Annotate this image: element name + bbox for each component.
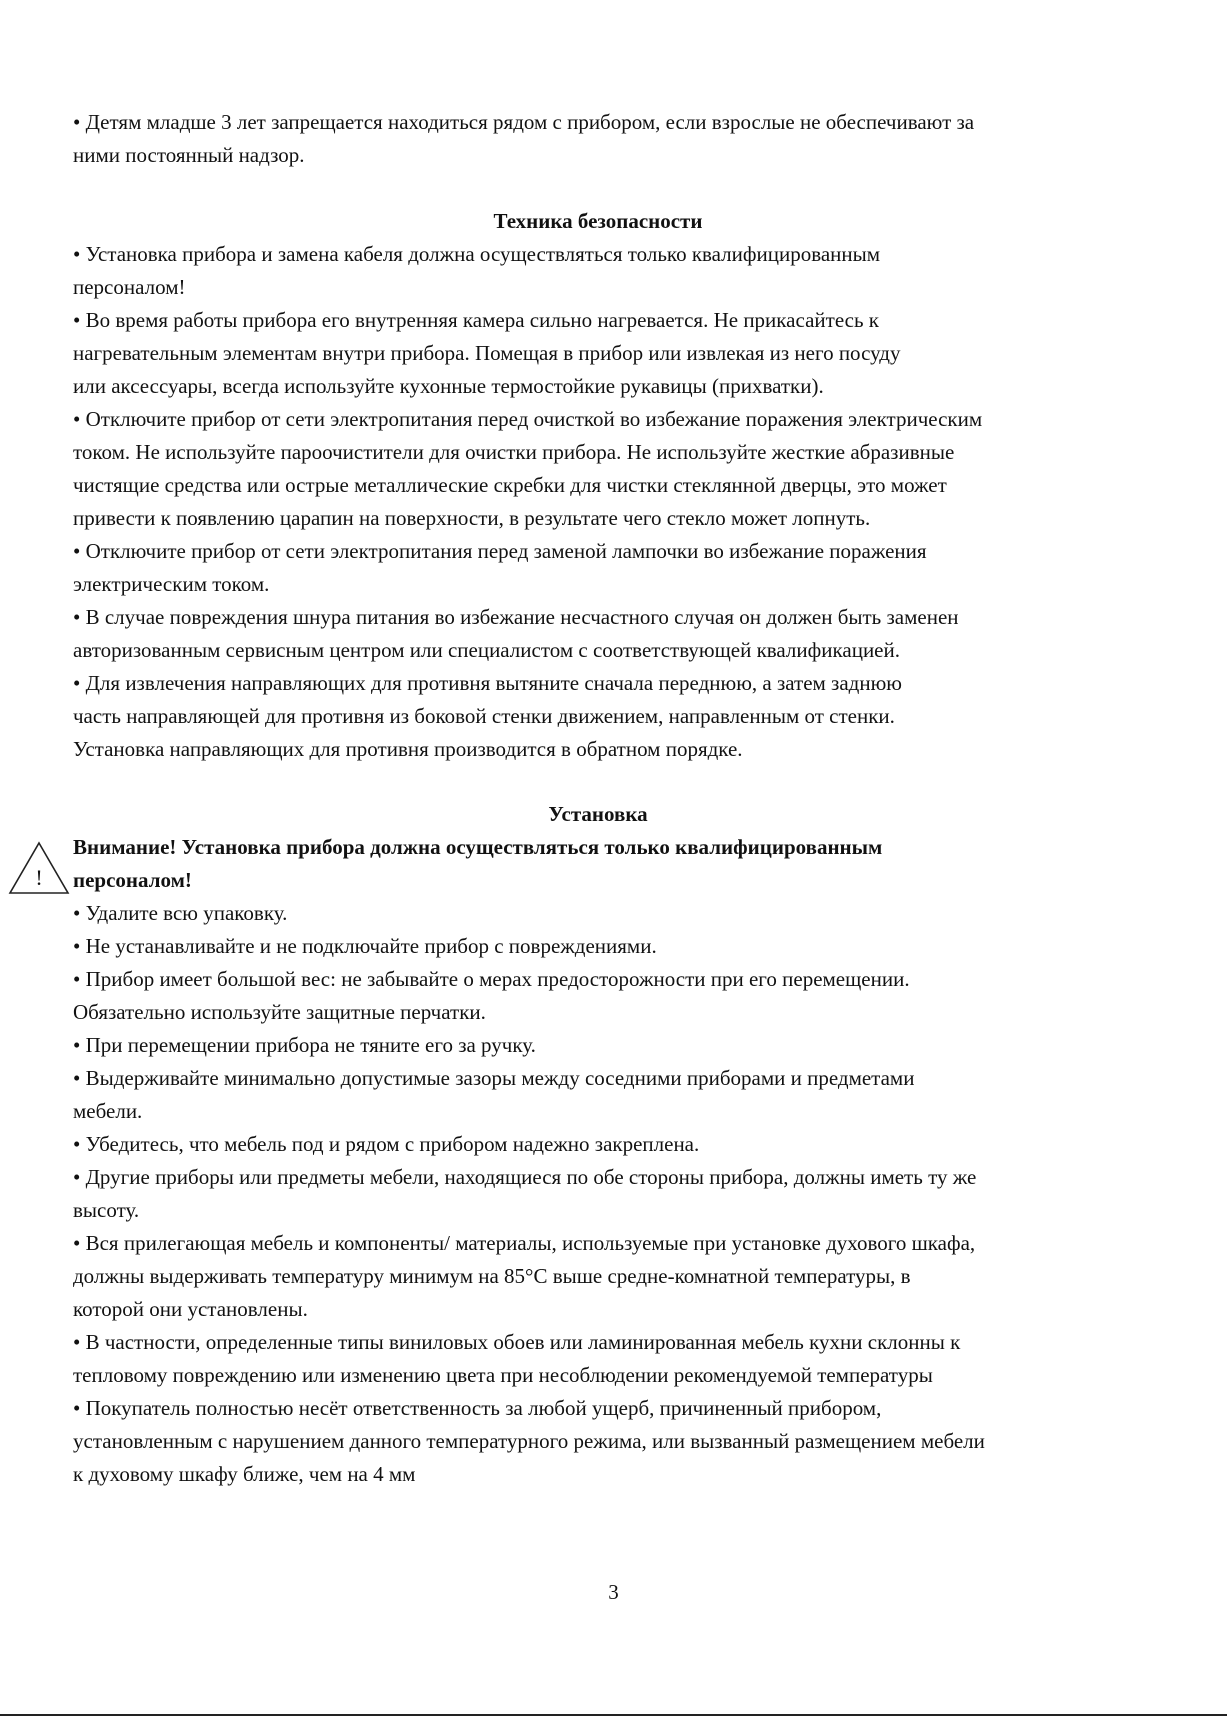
safety-line: • Установка прибора и замена кабеля должна осуществляться только квалифицированным bbox=[73, 242, 881, 266]
safety-section bbox=[73, 205, 1153, 766]
warning-line: персоналом! bbox=[73, 868, 192, 892]
installation-line: высоту. bbox=[73, 1198, 140, 1222]
installation-line: установленным с нарушением данного температурного режима, или вызванный размещением мебели bbox=[73, 1429, 985, 1453]
safety-line: часть направляющей для противня из боковой стенки движением, направленным от стенки. bbox=[73, 704, 895, 728]
installation-line: • Другие приборы или предметы мебели, находящиеся по обе стороны прибора, должны иметь ту же bbox=[73, 1165, 977, 1189]
safety-heading: Техника безопасности bbox=[493, 209, 703, 233]
warning-triangle-icon bbox=[8, 841, 70, 895]
installation-line: • Убедитесь, что мебель под и рядом с прибором надежно закреплена. bbox=[73, 1132, 700, 1156]
safety-line: авторизованным сервисным центром или специалистом с соответствующей квалификацией. bbox=[73, 638, 900, 662]
installation-line: к духовому шкафу ближе, чем на 4 мм bbox=[73, 1462, 416, 1486]
bottom-rule bbox=[0, 1714, 1227, 1716]
installation-line: мебели. bbox=[73, 1099, 143, 1123]
page-number: 3 bbox=[608, 1580, 619, 1604]
warning-line: Внимание! Установка прибора должна осуществляться только квалифицированным bbox=[73, 835, 883, 859]
installation-line: которой они установлены. bbox=[73, 1297, 308, 1321]
safety-line: привести к появлению царапин на поверхности, в результате чего стекло может лопнуть. bbox=[73, 506, 871, 530]
intro-line: ними постоянный надзор. bbox=[73, 143, 305, 167]
installation-heading: Установка bbox=[548, 802, 648, 826]
installation-line: • Прибор имеет большой вес: не забывайте о мерах предосторожности при его перемещении. bbox=[73, 967, 910, 991]
warning-exclamation: ! bbox=[35, 865, 43, 890]
safety-line: или аксессуары, всегда используйте кухонные термостойкие рукавицы (прихватки). bbox=[73, 374, 824, 398]
safety-line: нагревательным элементам внутри прибора. Помещая в прибор или извлекая из него посуду bbox=[73, 341, 901, 365]
installation-line: • Покупатель полностью несёт ответственность за любой ущерб, причиненный прибором, bbox=[73, 1396, 882, 1420]
safety-line: Установка направляющих для противня производится в обратном порядке. bbox=[73, 737, 743, 761]
safety-line: чистящие средства или острые металлические скребки для чистки стеклянной дверцы, это может bbox=[73, 473, 947, 497]
safety-line: персоналом! bbox=[73, 275, 186, 299]
safety-line: • В случае повреждения шнура питания во избежание несчастного случая он должен быть заменен bbox=[73, 605, 959, 629]
warning-block bbox=[35, 831, 1153, 897]
installation-line: • Выдерживайте минимально допустимые зазоры между соседними приборами и предметами bbox=[73, 1066, 915, 1090]
installation-line: тепловому повреждению или изменению цвета при несоблюдении рекомендуемой температуры bbox=[73, 1363, 933, 1387]
safety-line: • Для извлечения направляющих для противня вытяните сначала переднюю, а затем заднюю bbox=[73, 671, 902, 695]
installation-line: • Не устанавливайте и не подключайте прибор с повреждениями. bbox=[73, 934, 657, 958]
installation-line: • Удалите всю упаковку. bbox=[73, 901, 288, 925]
safety-line: • Отключите прибор от сети электропитания перед очисткой во избежание поражения электрическим bbox=[73, 407, 983, 431]
safety-line: током. Не используйте пароочистители для очистки прибора. Не используйте жесткие абразивные bbox=[73, 440, 955, 464]
safety-line: • Отключите прибор от сети электропитания перед заменой лампочки во избежание поражения bbox=[73, 539, 927, 563]
installation-line: Обязательно используйте защитные перчатки. bbox=[73, 1000, 486, 1024]
installation-line: • При перемещении прибора не тяните его за ручку. bbox=[73, 1033, 536, 1057]
installation-section bbox=[35, 798, 1153, 1491]
installation-line: должны выдерживать температуру минимум на 85°C выше средне-комнатной температуры, в bbox=[73, 1264, 911, 1288]
safety-line: • Во время работы прибора его внутренняя камера сильно нагревается. Не прикасайтесь к bbox=[73, 308, 880, 332]
installation-line: • В частности, определенные типы виниловых обоев или ламинированная мебель кухни склонны к bbox=[73, 1330, 961, 1354]
intro-line: • Детям младше 3 лет запрещается находиться рядом с прибором, если взрослые не обеспечивают за bbox=[73, 110, 975, 134]
intro-section bbox=[73, 106, 1153, 172]
safety-line: электрическим током. bbox=[73, 572, 270, 596]
document-page bbox=[35, 106, 1153, 1491]
installation-line: • Вся прилегающая мебель и компоненты/ материалы, используемые при установке духового шкафа, bbox=[73, 1231, 976, 1255]
